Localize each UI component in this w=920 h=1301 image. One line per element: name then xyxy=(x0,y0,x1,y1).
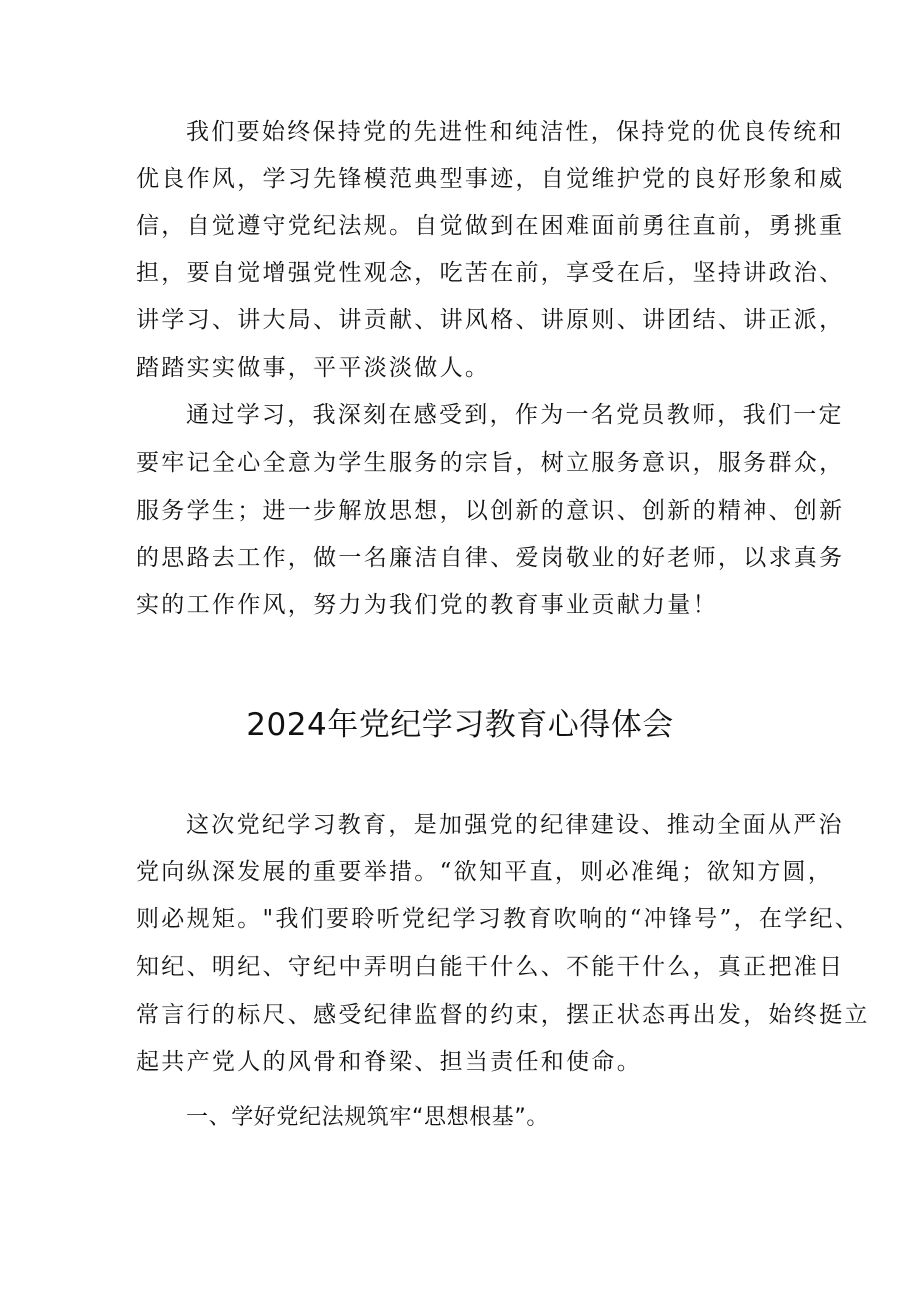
paragraph-3-line-1: 这次党纪学习教育，是加强党的纪律建设、推动全面从严治 xyxy=(186,812,844,838)
paragraph-1-line-6: 踏踏实实做事，平平淡淡做人。 xyxy=(136,355,491,381)
paragraph-1-line-4: 担，要自觉增强党性观念，吃苦在前，享受在后，坚持讲政治、 xyxy=(136,260,845,286)
paragraph-1-line-3: 信，自觉遵守党纪法规。自觉做到在困难面前勇往直前，勇挑重 xyxy=(136,213,845,239)
paragraph-1-line-1: 我们要始终保持党的先进性和纯洁性，保持党的优良传统和 xyxy=(186,119,844,145)
paragraph-2-line-1: 通过学习，我深刻在感受到，作为一名党员教师，我们一定 xyxy=(186,402,844,428)
paragraph-3-line-2: 党向纵深发展的重要举措。“欲知平直，则必准绳；欲知方圆， xyxy=(136,859,834,885)
paragraph-1-line-5: 讲学习、讲大局、讲贡献、讲风格、讲原则、讲团结、讲正派， xyxy=(136,307,845,333)
paragraph-3-line-6: 起共产党人的风骨和脊梁、担当责任和使命。 xyxy=(136,1049,642,1075)
paragraph-2-line-5: 实的工作作风，努力为我们党的教育事业贡献力量！ xyxy=(136,592,718,618)
paragraph-2-line-4: 的思路去工作，做一名廉洁自律、爱岗敬业的好老师，以求真务 xyxy=(136,545,845,571)
paragraph-3-line-3: 则必规矩。"我们要聆听党纪学习教育吹响的“冲锋号”，在学纪、 xyxy=(136,906,861,932)
document-title: 2024年党纪学习教育心得体会 xyxy=(246,707,674,743)
section-heading: 一、学好党纪法规筑牢“思想根基”。 xyxy=(186,1105,549,1130)
paragraph-3-line-5: 常言行的标尺、感受纪律监督的约束，摆正状态再出发，始终挺立 xyxy=(136,1002,870,1028)
paragraph-3-line-4: 知纪、明纪、守纪中弄明白能干什么、不能干什么，真正把准日 xyxy=(136,954,845,980)
paragraph-1-line-2: 优良作风，学习先锋模范典型事迹，自觉维护党的良好形象和威 xyxy=(136,166,845,192)
paragraph-2-line-2: 要牢记全心全意为学生服务的宗旨，树立服务意识，服务群众， xyxy=(136,450,845,476)
paragraph-2-line-3: 服务学生；进一步解放思想，以创新的意识、创新的精神、创新 xyxy=(136,498,845,524)
